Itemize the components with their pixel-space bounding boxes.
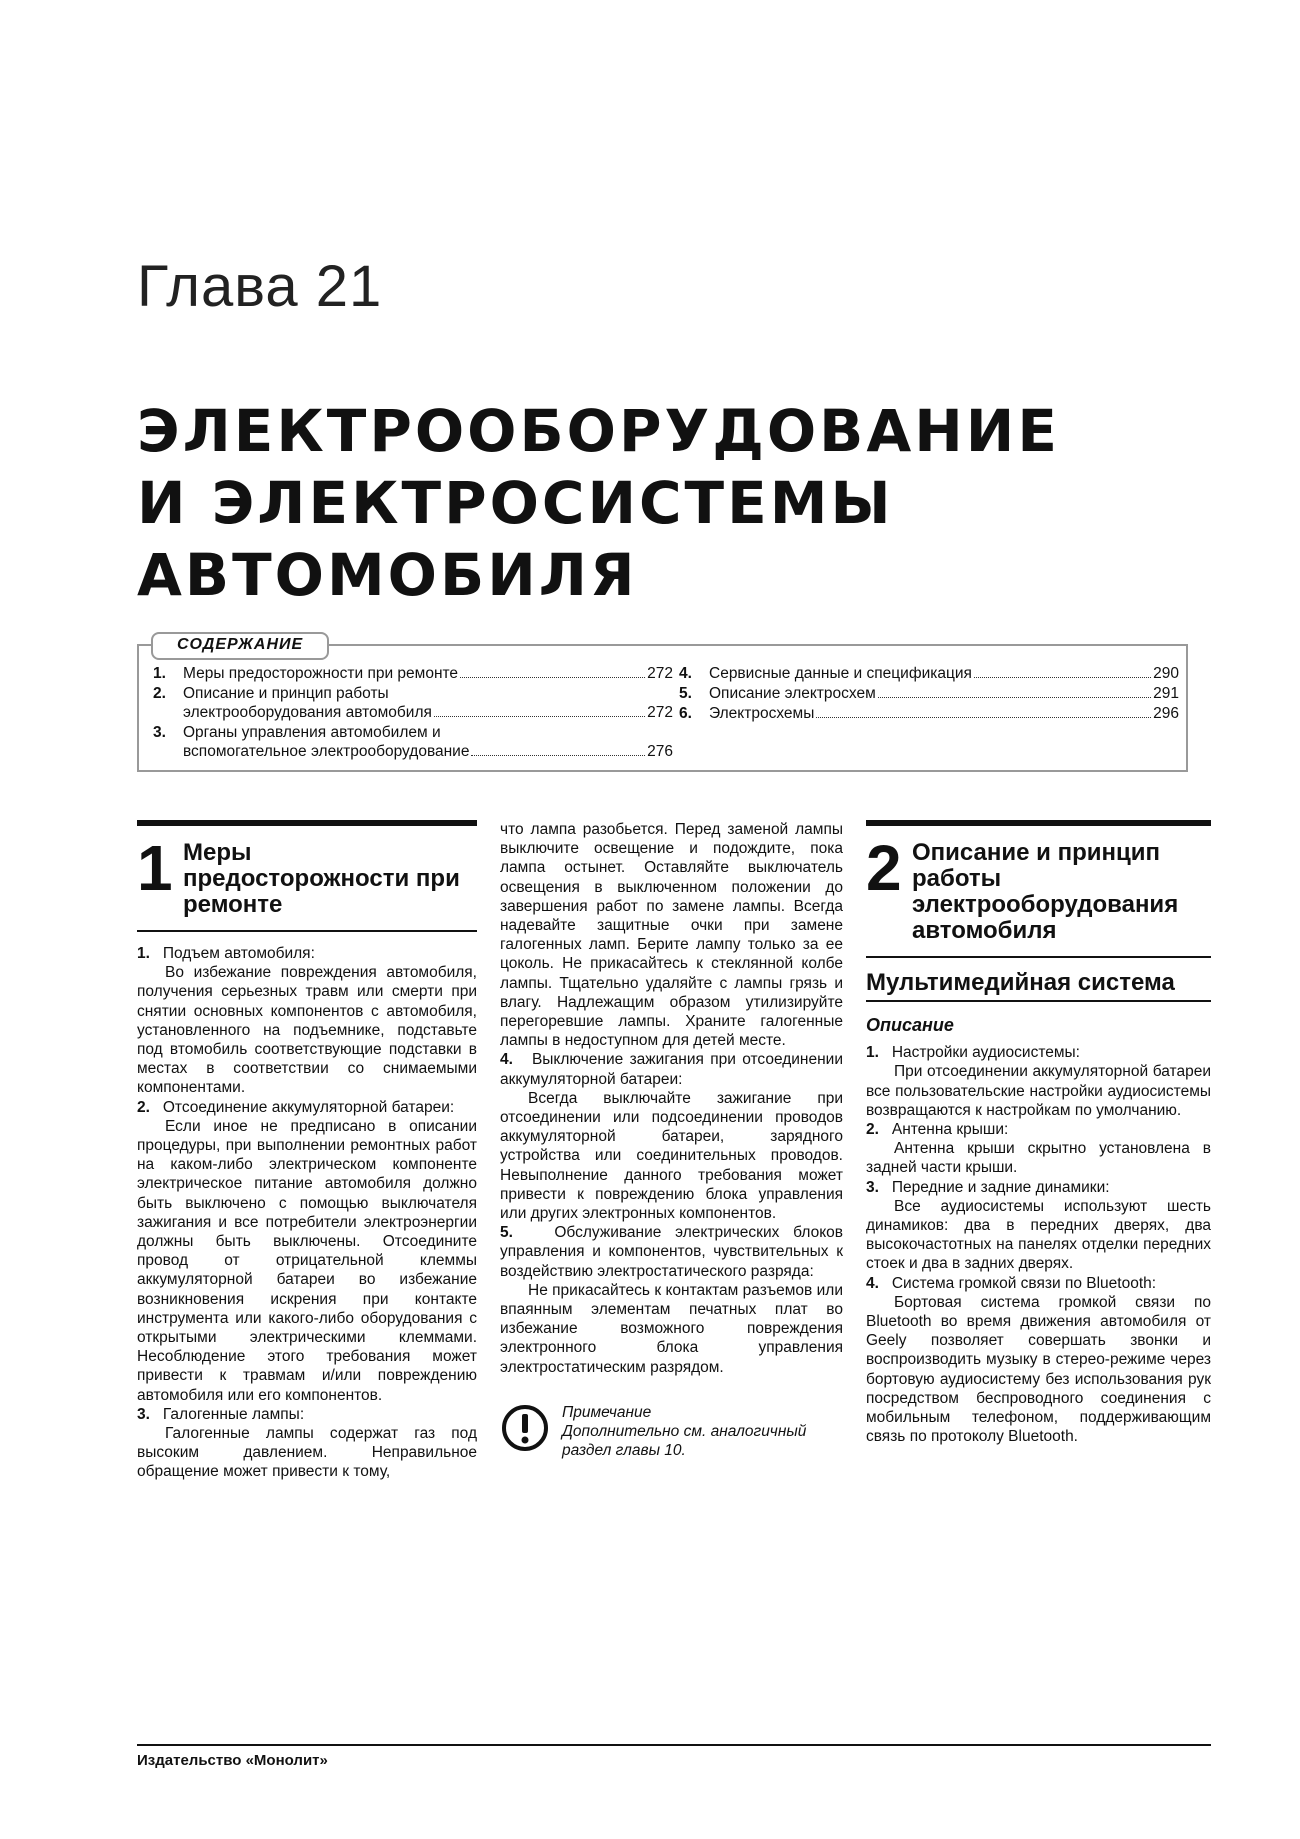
body-paragraph: что лампа разобьется. Перед заменой лампы выключите освещение и подождите, пока лампа остынет. Оставляйте выключатель освещения в выключенном положении до завершения работ по замене лампы. Всегда надевайте защитные очки при замене галогенных ламп. Берите лампу только за ее цоколь. Не прикасайтесь к стеклянной колбе лампы. Тщательно удаляйте с лампы грязь и влагу. Надлежащим образом утилизируйте перегоревшие лампы. Храните галогенные лампы в недоступном для детей месте. — [500, 821, 843, 1050]
toc-item-body — [183, 684, 673, 722]
toc-label: СОДЕРЖАНИЕ — [151, 632, 329, 660]
note-box — [500, 1403, 843, 1460]
toc-leader-dots — [460, 664, 645, 678]
item-number: 4. — [500, 1051, 513, 1069]
toc-item — [153, 684, 673, 722]
toc-item-text: Меры предосторожности при ремонте — [183, 665, 459, 682]
item-number: 1. — [866, 1044, 879, 1062]
subsection-subheading: Описание — [866, 1015, 954, 1035]
section-1-heading — [137, 820, 477, 932]
numbered-item — [500, 1223, 843, 1281]
numbered-item — [866, 1043, 1211, 1062]
toc-page-number: 272 — [647, 665, 673, 682]
toc-page-number: 291 — [1153, 685, 1179, 702]
section-2-heading — [866, 820, 1211, 958]
toc-column-right — [679, 664, 1179, 724]
toc-item-number: 5. — [679, 685, 692, 702]
section-2-body — [866, 1043, 1211, 1446]
item-text: Подъем автомобиля: — [162, 945, 315, 962]
item-text: Передние и задние динамики: — [891, 1178, 1110, 1196]
chapter-title-line: И ЭЛЕКТРОСИСТЕМЫ — [137, 469, 894, 537]
body-paragraph: Если иное не предписано в описании процедуры, при выполнении ремонтных работ на каком-либо электрическом компоненте электрическое питание автомобиля должно быть выключено с помощью выключателя зажигания и все потребители электроэнергии должны быть выключены. Отсоедините провод от отрицательной клеммы аккумуляторной батареи во избежание возникновения искрения при контакте инструмента или какого-либо оборудования с открытыми электрическими клеммами. Несоблюдение этого требования может привести к травмам и/или повреждению автомобиля или его компонентов. — [137, 1117, 477, 1404]
toc-item-text: Описание электросхем — [709, 685, 876, 702]
body-paragraph: Все аудиосистемы используют шесть динамиков: два в передних дверях, два высокочастотных на панелях отделки передних стоек и два в задних дверях. — [866, 1197, 1211, 1273]
column-1 — [137, 820, 477, 1482]
section-2-number: 2 — [866, 832, 902, 904]
numbered-item — [866, 1120, 1211, 1139]
item-number: 5. — [500, 1224, 513, 1242]
item-text: Выключение зажигания при отсоединении аккумуляторной батареи: — [500, 1051, 843, 1088]
footer-rule — [137, 1744, 1211, 1746]
toc-item-text: электрооборудования автомобиля — [183, 704, 432, 721]
toc-item — [153, 664, 673, 683]
toc-page-number: 276 — [647, 743, 673, 760]
note-text: Дополнительно см. аналогичный раздел главы 10. — [562, 1422, 807, 1459]
item-text: Отсоединение аккумуляторной батареи: — [162, 1098, 455, 1116]
toc-item-line — [183, 723, 673, 742]
toc-page-number: 296 — [1153, 705, 1179, 722]
item-number: 2. — [137, 1098, 150, 1116]
toc-page-number: 290 — [1153, 665, 1179, 682]
numbered-item — [137, 1098, 477, 1117]
body-paragraph: Галогенные лампы содержат газ под высоким давлением. Неправильное обращение может привести к тому, — [137, 1425, 477, 1481]
numbered-item — [866, 1274, 1211, 1293]
toc-item-text: Описание и принцип работы — [183, 685, 389, 702]
toc-leader-dots — [434, 703, 645, 717]
numbered-item — [500, 1050, 843, 1088]
subsection-heading: Мультимедийная система — [866, 970, 1211, 1002]
column-3 — [866, 820, 1211, 1446]
item-text: Антенна крыши: — [891, 1121, 1009, 1139]
toc-column-left — [153, 664, 673, 762]
column-2 — [500, 820, 843, 1460]
toc-item-body — [183, 664, 673, 683]
toc-page-number: 272 — [647, 704, 673, 721]
body-paragraph: Бортовая система громкой связи по Bluetooth во время движения автомобиля от Geely позволяет совершать звонки и воспроизводить музыку в стерео-режиме через бортовую аудиосистему без использования рук посредством беспроводного соединения с мобильным телефоном, поддерживающим связь по протоколу Bluetooth. — [866, 1293, 1211, 1446]
section-1-title: Меры предосторожности при ремонте — [183, 839, 460, 918]
item-text: Галогенные лампы: — [162, 1405, 305, 1423]
footer-publisher: Издательство «Монолит» — [137, 1752, 328, 1769]
toc-item-line — [709, 664, 1179, 683]
toc-item — [679, 684, 1179, 703]
body-paragraph: Антенна крыши скрытно установлена в задней части крыши. — [866, 1140, 1211, 1177]
chapter-title-line: АВТОМОБИЛЯ — [137, 541, 638, 609]
toc-leader-dots — [974, 664, 1151, 678]
toc-item-number: 1. — [153, 665, 166, 682]
section-1-number: 1 — [137, 832, 173, 904]
section-1-body-part2 — [500, 820, 843, 1377]
toc-item-body — [709, 664, 1179, 683]
item-number: 3. — [866, 1178, 879, 1196]
toc-item-line — [183, 742, 673, 761]
item-number: 2. — [866, 1121, 879, 1139]
toc-item-text: Электросхемы — [709, 705, 815, 722]
toc-item-line — [183, 684, 673, 703]
toc-item-text: Сервисные данные и спецификация — [709, 665, 972, 682]
note-text-block — [562, 1403, 843, 1460]
body-paragraph: Во избежание повреждения автомобиля, получения серьезных травм или смерти при снятии основных компонентов с автомобиля, установленного на подъемнике, подставьте под втомобиль соответствующие подставки в местах в соответствии со снимаемыми компонентами. — [137, 964, 477, 1097]
chapter-title — [137, 395, 1137, 611]
body-paragraph: Не прикасайтесь к контактам разъемов или впаянным элементам печатных плат во избежание возможного повреждения электронного блока управления электростатическим разрядом. — [500, 1281, 843, 1376]
toc-item-number: 6. — [679, 705, 692, 722]
toc-item — [679, 664, 1179, 683]
body-paragraph: Всегда выключайте зажигание при отсоединении или подсоединении проводов аккумуляторной батареи, зарядного устройства или соединительных проводов. Невыполнение данного требования может привести к повреждению блока управления или других электронных компонентов. — [500, 1089, 843, 1223]
toc-item-text: вспомогательное электрооборудование — [183, 743, 470, 760]
toc-item-line — [709, 704, 1179, 723]
toc-item-body — [709, 704, 1179, 723]
toc-item-line — [183, 703, 673, 722]
item-number: 3. — [137, 1405, 150, 1423]
toc-item-line — [183, 664, 673, 683]
toc-item-body — [183, 723, 673, 761]
numbered-item — [866, 1178, 1211, 1197]
toc-item-number: 2. — [153, 685, 166, 702]
item-number: 1. — [137, 945, 150, 962]
toc-item-text: Органы управления автомобилем и — [183, 724, 441, 741]
toc-item-number: 4. — [679, 665, 692, 682]
section-2-title: Описание и принцип работы электрооборудования автомобиля — [912, 839, 1179, 944]
numbered-item — [137, 944, 477, 963]
numbered-item — [137, 1405, 477, 1424]
item-text: Система громкой связи по Bluetooth: — [891, 1274, 1157, 1292]
toc-item — [153, 723, 673, 761]
item-text: Обслуживание электрических блоков управления и компонентов, чувствительных к воздействию электростатического разряда: — [500, 1224, 843, 1280]
exclamation-icon — [500, 1403, 550, 1453]
toc-item — [679, 704, 1179, 723]
toc-item-number: 3. — [153, 724, 166, 741]
toc-leader-dots — [471, 742, 645, 756]
body-paragraph: При отсоединении аккумуляторной батареи все пользовательские настройки аудиосистемы возвращаются к настройкам по умолчанию. — [866, 1063, 1211, 1119]
toc-item-line — [709, 684, 1179, 703]
chapter-label: Глава 21 — [137, 254, 383, 319]
item-number: 4. — [866, 1274, 879, 1292]
chapter-title-line: ЭЛЕКТРООБОРУДОВАНИЕ — [137, 397, 1060, 465]
note-heading: Примечание — [562, 1403, 652, 1421]
item-text: Настройки аудиосистемы: — [891, 1044, 1080, 1062]
toc-leader-dots — [878, 684, 1151, 698]
table-of-contents — [137, 636, 1188, 772]
toc-leader-dots — [816, 704, 1151, 718]
section-1-body-part1 — [137, 944, 477, 1482]
toc-item-body — [709, 684, 1179, 703]
